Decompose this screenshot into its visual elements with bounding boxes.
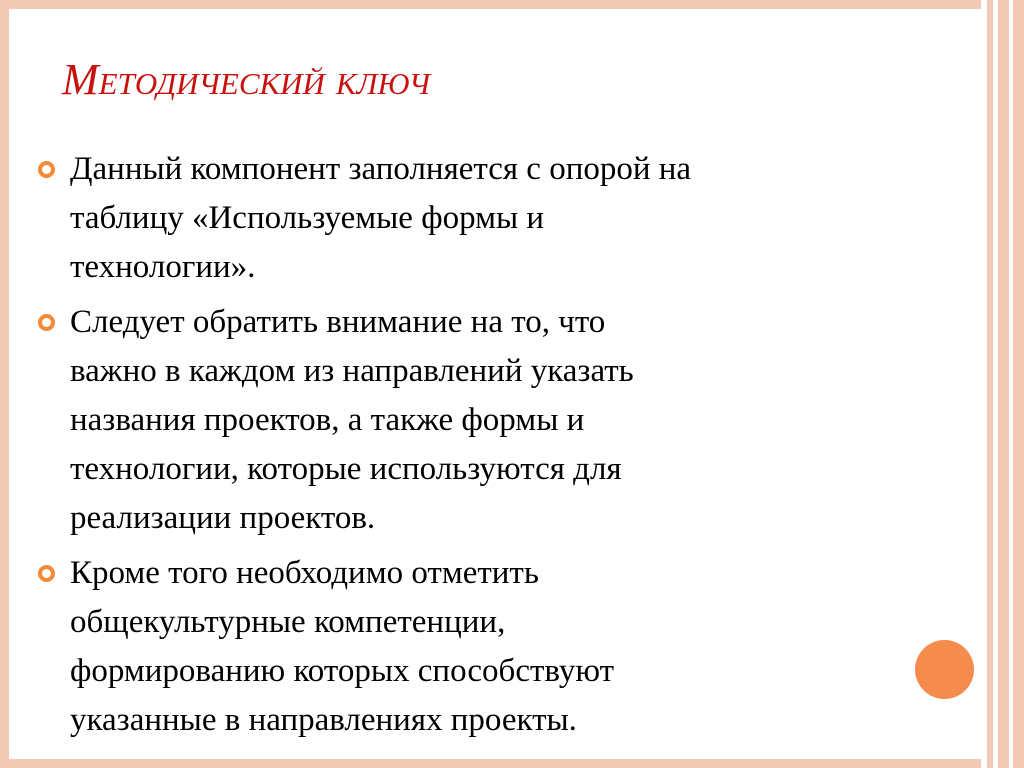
bullet-text: Кроме того необходимо отметить общекультурные компетенции, формированию которых способствуют указанные в направлениях проекты. xyxy=(70,555,615,738)
ring-bullet-icon xyxy=(38,314,55,331)
frame-stripe xyxy=(998,0,1009,768)
bullet-text: Следует обратить внимание на то, что важно в каждом из направлений указать названия проектов, а также формы и технологии, которые используются для реализации проектов. xyxy=(70,304,634,536)
list-item xyxy=(38,298,928,543)
slide-title: Методический ключ xyxy=(62,55,431,104)
list-item xyxy=(38,145,928,292)
orange-circle-decoration xyxy=(915,640,974,699)
ring-bullet-icon xyxy=(38,161,55,178)
bullet-text: Данный компонент заполняется с опорой на таблицу «Используемые формы и технологии». xyxy=(70,151,692,285)
bullet-list xyxy=(38,145,928,751)
ring-bullet-icon xyxy=(38,565,55,582)
list-item xyxy=(38,549,928,745)
frame-stripe xyxy=(1013,0,1024,768)
